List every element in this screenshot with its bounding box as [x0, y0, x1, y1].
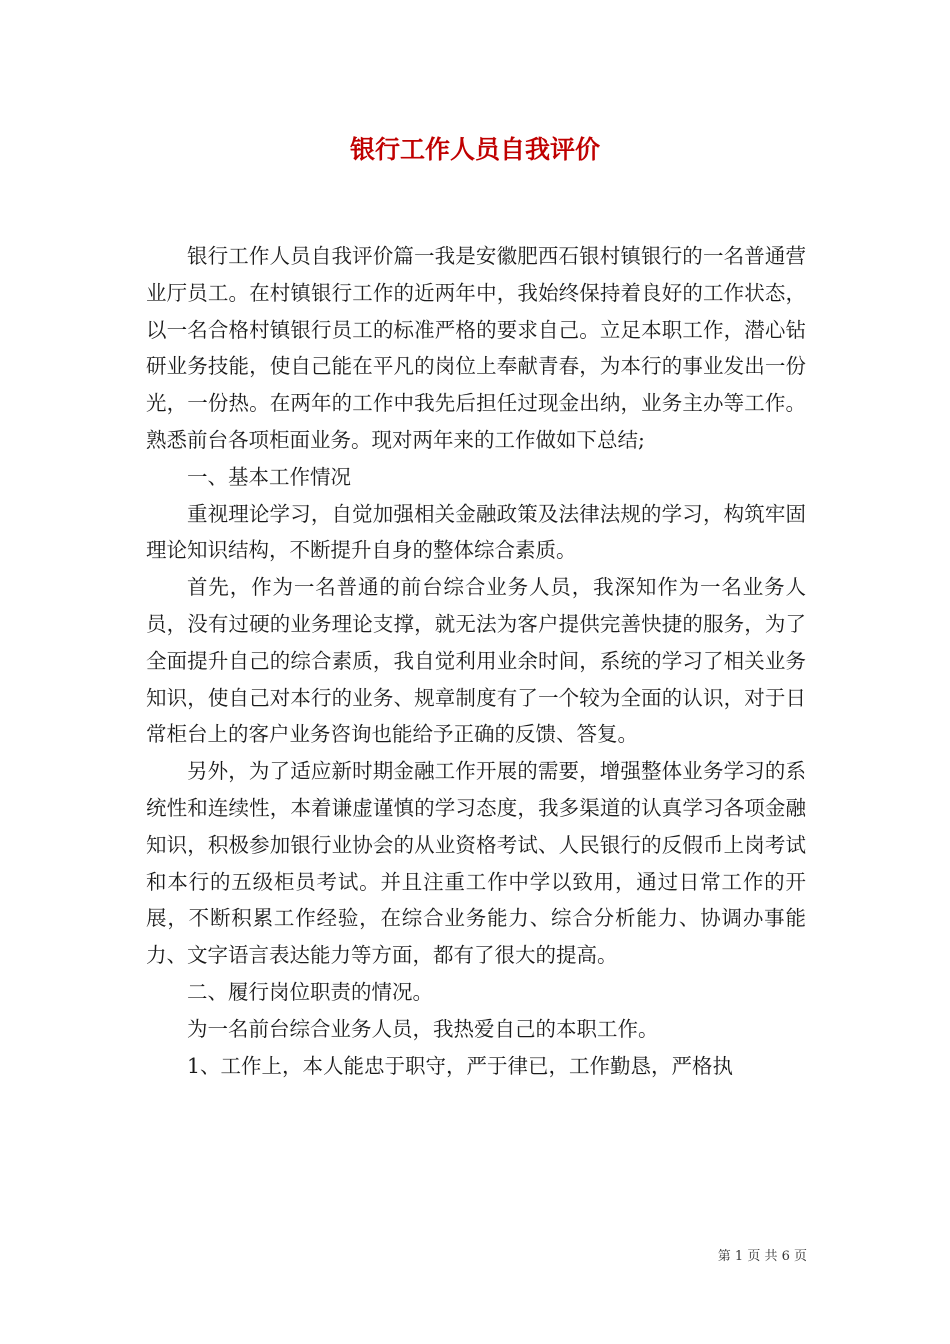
- paragraph: 首先，作为一名普通的前台综合业务人员，我深知作为一名业务人员，没有过硬的业务理论支撑，就无法为客户提供完善快捷的服务，为了全面提升自己的综合素质，我自觉利用业余时间，系统的学习了相关业务知识，使自己对本行的业务、规章制度有了一个较为全面的认识，对于日常柜台上的客户业务咨询也能给予正确的反馈、答复。: [146, 575, 806, 747]
- page-number-footer: 第 1 页 共 6 页: [717, 1249, 807, 1264]
- paragraph: 银行工作人员自我评价篇一我是安徽肥西石银村镇银行的一名普通营业厅员工。在村镇银行工作的近两年中，我始终保持着良好的工作状态，以一名合格村镇银行员工的标准严格的要求自己。立足本职工作，潜心钻研业务技能，使自己能在平凡的岗位上奉献青春，为本行的事业发出一份光，一份热。在两年的工作中我先后担任过现金出纳，业务主办等工作。熟悉前台各项柜面业务。现对两年来的工作做如下总结;: [146, 244, 806, 452]
- document-body: [146, 238, 806, 1084]
- section-heading: 二、履行岗位职责的情况。: [187, 979, 433, 1004]
- paragraph: 为一名前台综合业务人员，我热爱自己的本职工作。: [187, 1016, 659, 1041]
- section-heading: 一、基本工作情况: [187, 464, 351, 489]
- paragraph: 1、工作上，本人能忠于职守，严于律已，工作勤恳，严格执: [187, 1053, 734, 1078]
- paragraph: 另外，为了适应新时期金融工作开展的需要，增强整体业务学习的系统性和连续性，本着谦虚谨慎的学习态度，我多渠道的认真学习各项金融知识，积极参加银行业协会的从业资格考试、人民银行的反假币上岗考试和本行的五级柜员考试。并且注重工作中学以致用，通过日常工作的开展，不断积累工作经验，在综合业务能力、综合分析能力、协调办事能力、文字语言表达能力等方面，都有了很大的提高。: [146, 759, 806, 968]
- document-title: 银行工作人员自我评价: [349, 135, 600, 164]
- paragraph: 重视理论学习，自觉加强相关金融政策及法律法规的学习，构筑牢固理论知识结构，不断提升自身的整体综合素质。: [146, 501, 806, 563]
